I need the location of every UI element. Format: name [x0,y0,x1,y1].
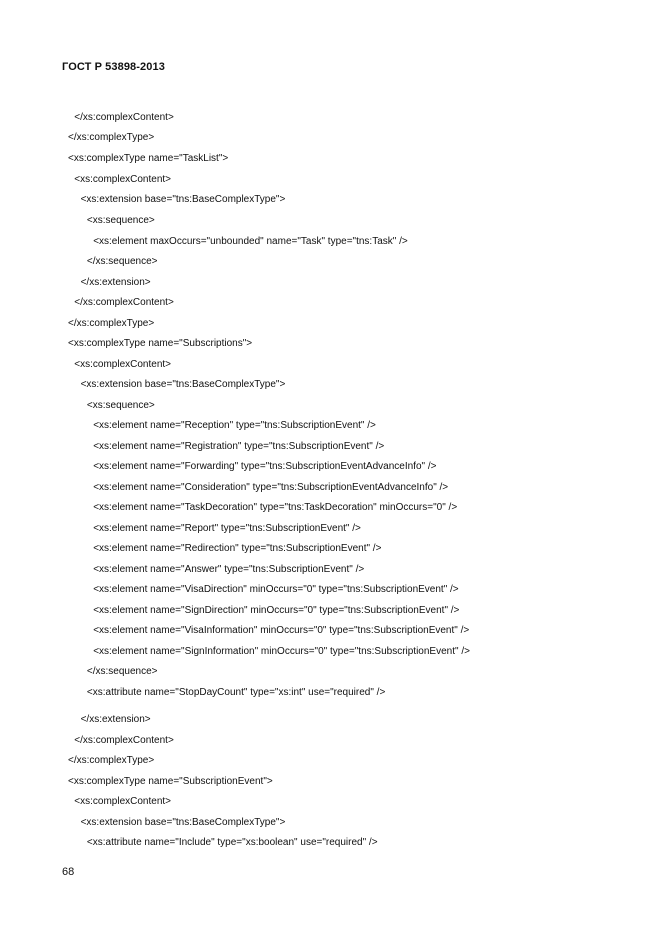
code-line: <xs:element name="Answer" type="tns:SubscriptionEvent" /> [93,564,365,575]
code-line: <xs:extension base="tns:BaseComplexType"> [80,194,286,205]
code-line: </xs:sequence> [86,666,158,677]
code-line: <xs:element name="Consideration" type="tns:SubscriptionEventAdvanceInfo" /> [93,482,449,493]
code-line: <xs:sequence> [86,400,155,411]
code-line: </xs:sequence> [86,256,158,267]
code-line: </xs:complexType> [68,755,155,766]
code-line: </xs:complexContent> [74,112,174,123]
code-line: <xs:element maxOccurs="unbounded" name="Task" type="tns:Task" /> [93,236,408,247]
code-line: <xs:element name="SignInformation" minOccurs="0" type="tns:SubscriptionEvent" /> [93,646,470,657]
code-line: <xs:complexType name="SubscriptionEvent"> [68,776,273,787]
code-line: <xs:element name="Report" type="tns:SubscriptionEvent" /> [93,523,361,534]
code-line: <xs:element name="TaskDecoration" type="tns:TaskDecoration" minOccurs="0" /> [93,502,458,513]
code-line: </xs:complexContent> [74,735,174,746]
code-line: <xs:element name="Redirection" type="tns:SubscriptionEvent" /> [93,543,382,554]
code-line: </xs:complexType> [68,132,155,143]
code-line: <xs:element name="Registration" type="tns:SubscriptionEvent" /> [93,441,385,452]
code-line: </xs:complexContent> [74,297,174,308]
code-line: <xs:attribute name="Include" type="xs:boolean" use="required" /> [86,837,378,848]
code-line: <xs:element name="Reception" type="tns:SubscriptionEvent" /> [93,420,376,431]
code-line: <xs:extension base="tns:BaseComplexType"> [80,817,286,828]
code-line: <xs:element name="VisaInformation" minOccurs="0" type="tns:SubscriptionEvent" /> [93,625,470,636]
code-line: <xs:complexContent> [74,796,172,807]
code-line: <xs:element name="Forwarding" type="tns:SubscriptionEventAdvanceInfo" /> [93,461,437,472]
code-line: </xs:extension> [80,714,151,725]
code-line: <xs:element name="VisaDirection" minOccurs="0" type="tns:SubscriptionEvent" /> [93,584,459,595]
code-line: </xs:extension> [80,277,151,288]
code-line: <xs:complexType name="TaskList"> [68,153,229,164]
code-line: <xs:extension base="tns:BaseComplexType"> [80,379,286,390]
code-line: <xs:complexType name="Subscriptions"> [68,338,253,349]
code-line: </xs:complexType> [68,318,155,329]
code-line: <xs:attribute name="StopDayCount" type="xs:int" use="required" /> [86,687,386,698]
code-line: <xs:sequence> [86,215,155,226]
code-line: <xs:element name="SignDirection" minOccurs="0" type="tns:SubscriptionEvent" /> [93,605,460,616]
page-number: 68 [62,866,75,878]
document-header: ГОСТ Р 53898-2013 [62,61,165,73]
code-line: <xs:complexContent> [74,174,172,185]
code-line: <xs:complexContent> [74,359,172,370]
